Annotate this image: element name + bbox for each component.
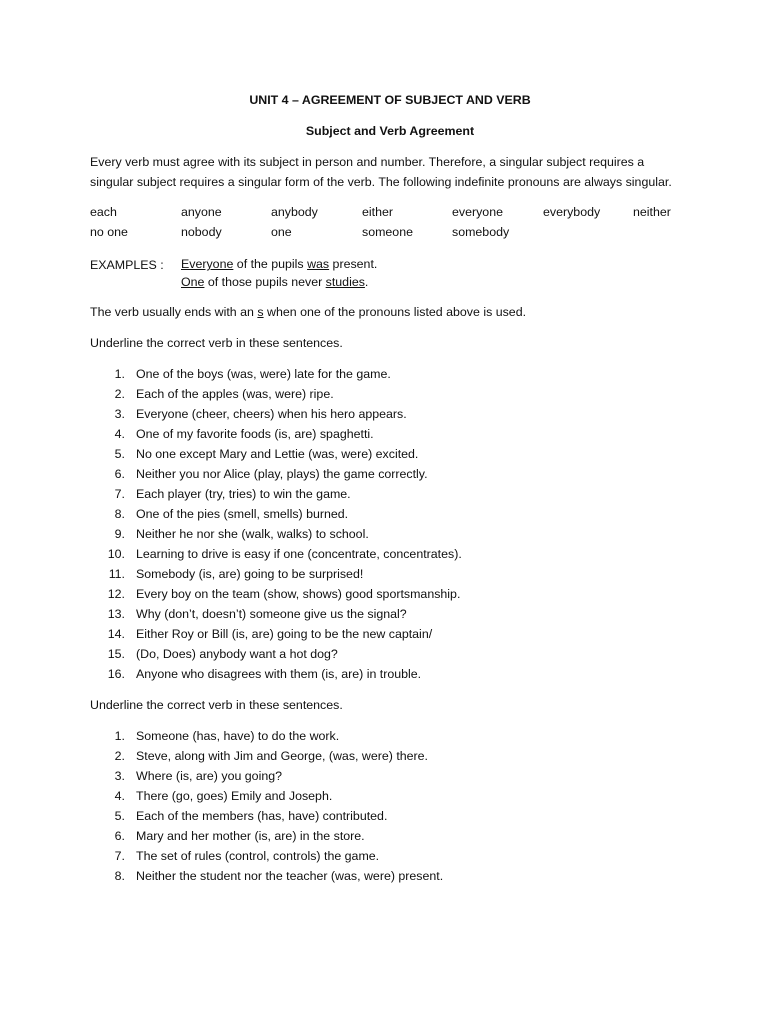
exercise-item <box>90 584 690 604</box>
exercise-item <box>90 564 690 584</box>
pronoun-cell: no one <box>90 225 128 239</box>
item-number: 4. <box>114 789 125 803</box>
underlined-word: Everyone <box>181 257 234 271</box>
item-text: Neither the student nor the teacher (was, were) present. <box>136 869 444 883</box>
exercise-item <box>90 806 690 826</box>
item-number: 12. <box>107 587 125 601</box>
item-number: 1. <box>114 729 125 743</box>
exercise-item <box>90 404 690 424</box>
item-text: Everyone (cheer, cheers) when his hero appears. <box>136 407 407 421</box>
item-number: 6. <box>114 467 125 481</box>
item-text: Each of the apples (was, were) ripe. <box>136 387 334 401</box>
unit-title: UNIT 4 – AGREEMENT OF SUBJECT AND VERB <box>249 93 531 107</box>
exercise-item <box>90 846 690 866</box>
examples-label: EXAMPLES : <box>90 258 164 272</box>
item-text: One of the boys (was, were) late for the game. <box>136 367 391 381</box>
exercise-item <box>90 444 690 464</box>
item-text: Neither you nor Alice (play, plays) the game correctly. <box>136 467 428 481</box>
exercise-item <box>90 544 690 564</box>
item-number: 13. <box>107 607 125 621</box>
section-subtitle: Subject and Verb Agreement <box>305 124 475 138</box>
exercise-item <box>90 746 690 766</box>
item-number: 7. <box>114 487 125 501</box>
item-text: Neither he nor she (walk, walks) to school. <box>136 527 369 541</box>
item-text: Someone (has, have) to do the work. <box>136 729 340 743</box>
item-number: 16. <box>107 667 125 681</box>
item-number: 3. <box>114 407 125 421</box>
item-text: Steve, along with Jim and George, (was, were) there. <box>136 749 429 763</box>
exercise-item <box>90 866 690 886</box>
item-number: 15. <box>107 647 125 661</box>
exercise-item <box>90 786 690 806</box>
item-number: 5. <box>114 447 125 461</box>
item-number: 8. <box>114 869 125 883</box>
item-text: Each player (try, tries) to win the game. <box>136 487 351 501</box>
item-text: The set of rules (control, controls) the game. <box>136 849 380 863</box>
item-text: One of my favorite foods (is, are) spaghetti. <box>136 427 374 441</box>
exercise-item <box>90 504 690 524</box>
item-text: Either Roy or Bill (is, are) going to be the new captain/ <box>136 627 433 641</box>
item-text: One of the pies (smell, smells) burned. <box>136 507 349 521</box>
item-text: There (go, goes) Emily and Joseph. <box>136 789 333 803</box>
example-sentence-1: Everyone of the pupils was present. <box>181 257 378 271</box>
pronoun-row-1 <box>90 202 671 222</box>
item-number: 7. <box>114 849 125 863</box>
exercise-item <box>90 766 690 786</box>
exercise-instruction-2: Underline the correct verb in these sentences. <box>90 698 343 712</box>
item-text: Mary and her mother (is, are) in the store. <box>136 829 365 843</box>
pronoun-cell: everybody <box>543 205 601 219</box>
item-text: Each of the members (has, have) contributed. <box>136 809 388 823</box>
exercise-item <box>90 524 690 544</box>
exercise-item <box>90 384 690 404</box>
item-number: 1. <box>114 367 125 381</box>
item-number: 3. <box>114 769 125 783</box>
underlined-word: studies <box>325 275 365 289</box>
underlined-word: One <box>181 275 205 289</box>
pronoun-cell: somebody <box>452 225 510 239</box>
exercise-item <box>90 484 690 504</box>
exercise-list-1 <box>90 364 690 684</box>
exercise-item <box>90 364 690 384</box>
pronoun-cell: someone <box>362 225 413 239</box>
exercise-item <box>90 464 690 484</box>
underlined-letter: s <box>257 305 264 319</box>
item-text: Anyone who disagrees with them (is, are) in trouble. <box>136 667 422 681</box>
item-number: 14. <box>107 627 125 641</box>
item-number: 10. <box>107 547 125 561</box>
pronoun-cell: neither <box>633 205 671 219</box>
exercise-item <box>90 826 690 846</box>
item-text: (Do, Does) anybody want a hot dog? <box>136 647 338 661</box>
item-number: 6. <box>114 829 125 843</box>
item-text: Every boy on the team (show, shows) good sportsmanship. <box>136 587 461 601</box>
item-number: 2. <box>114 387 125 401</box>
item-number: 11. <box>108 567 125 581</box>
item-text: Learning to drive is easy if one (concentrate, concentrates). <box>136 547 462 561</box>
underlined-word: was <box>307 257 330 271</box>
exercise-list-2 <box>90 726 690 886</box>
document-page <box>90 90 690 897</box>
item-text: Somebody (is, are) going to be surprised! <box>136 567 364 581</box>
exercise-item <box>90 644 690 664</box>
pronoun-cell: each <box>90 205 117 219</box>
item-number: 8. <box>114 507 125 521</box>
pronoun-cell: anybody <box>271 205 318 219</box>
exercise-instruction-1: Underline the correct verb in these sentences. <box>90 336 343 350</box>
pronoun-cell: everyone <box>452 205 503 219</box>
example-sentence-2: One of those pupils never studies. <box>181 275 369 289</box>
pronoun-row-2 <box>90 222 671 242</box>
item-number: 5. <box>114 809 125 823</box>
pronoun-cell: anyone <box>181 205 222 219</box>
item-number: 4. <box>114 427 125 441</box>
exercise-item <box>90 424 690 444</box>
pronoun-table <box>90 202 671 242</box>
rule-paragraph: The verb usually ends with an s when one of the pronouns listed above is used. <box>90 305 527 319</box>
item-text: Where (is, are) you going? <box>136 769 283 783</box>
pronoun-cell: nobody <box>181 225 222 239</box>
item-text: Why (don’t, doesn’t) someone give us the signal? <box>136 607 407 621</box>
exercise-item <box>90 604 690 624</box>
exercise-item <box>90 624 690 644</box>
pronoun-cell: either <box>362 205 393 219</box>
examples-block <box>90 255 690 291</box>
exercise-item <box>90 726 690 746</box>
intro-paragraph: Every verb must agree with its subject in person and number. Therefore, a singular subject requires a singular subject requires a singular form of the verb. The following indefinite pronouns are always singular. <box>90 155 672 189</box>
pronoun-cell: one <box>271 225 292 239</box>
item-number: 9. <box>114 527 125 541</box>
item-text: No one except Mary and Lettie (was, were) excited. <box>136 447 419 461</box>
item-number: 2. <box>114 749 125 763</box>
exercise-item <box>90 664 690 684</box>
